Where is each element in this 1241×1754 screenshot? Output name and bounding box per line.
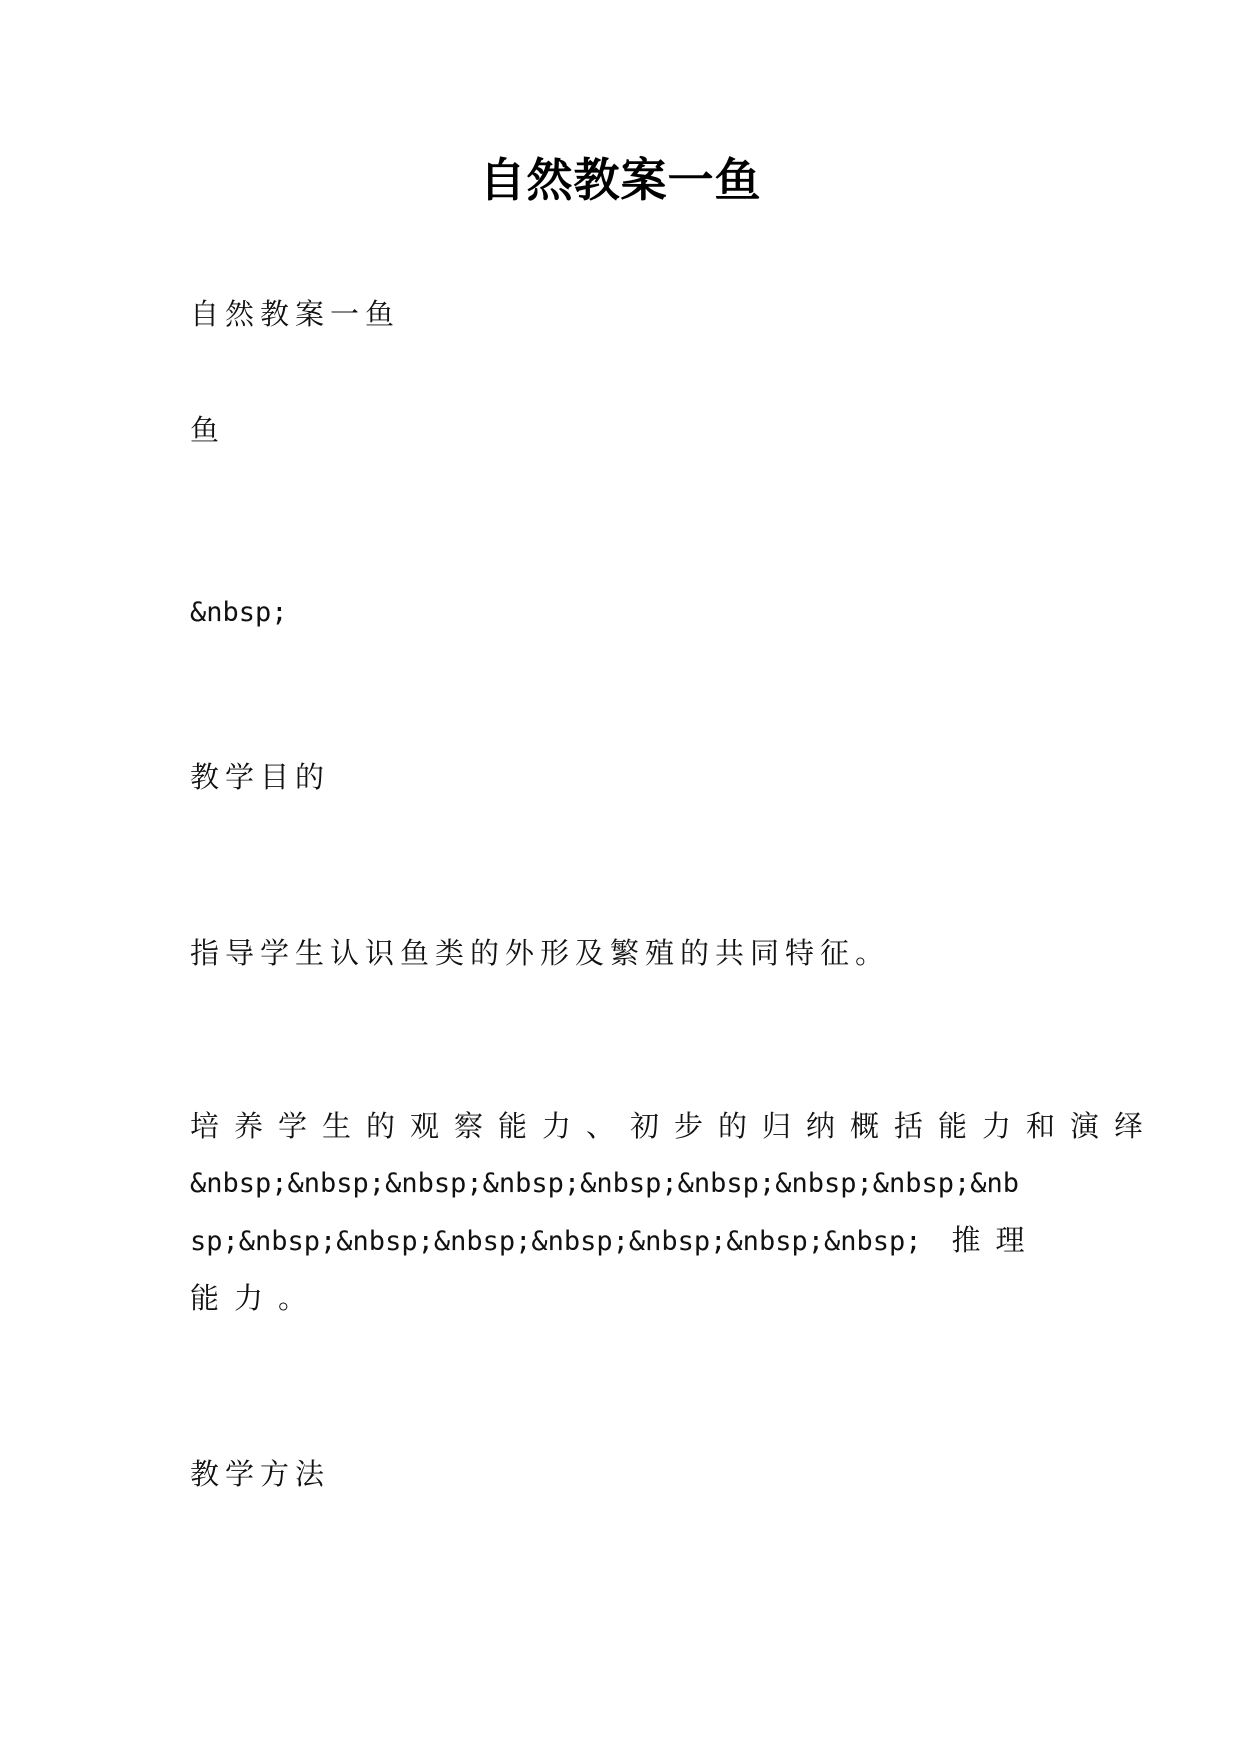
heading-teaching-goals: 教学目的 bbox=[190, 760, 331, 794]
text-line-fish: 鱼 bbox=[190, 413, 226, 447]
paragraph-row-3-code: sp;&nbsp;&nbsp;&nbsp;&nbsp;&nbsp;&nbsp;&nbsp; bbox=[190, 1226, 922, 1257]
paragraph-row-2: &nbsp;&nbsp;&nbsp;&nbsp;&nbsp;&nbsp;&nbsp;&nbsp;&nb bbox=[190, 1168, 1020, 1199]
text-line-nbsp: &nbsp; bbox=[190, 597, 288, 628]
text-line-subtitle: 自然教案一鱼 bbox=[190, 297, 401, 331]
paragraph-row-3-text: 推理 bbox=[951, 1223, 1040, 1257]
text-line-goal-1: 指导学生认识鱼类的外形及繁殖的共同特征。 bbox=[190, 936, 891, 970]
document-title: 自然教案一鱼 bbox=[479, 153, 762, 207]
paragraph-row-3 bbox=[190, 1212, 1050, 1270]
paragraph-row-1: 培养学生的观察能力、初步的归纳概括能力和演绎 bbox=[190, 1109, 1159, 1143]
heading-teaching-methods: 教学方法 bbox=[190, 1457, 331, 1491]
paragraph-goal-2 bbox=[190, 1098, 1159, 1327]
paragraph-row-4: 能力。 bbox=[190, 1281, 323, 1315]
